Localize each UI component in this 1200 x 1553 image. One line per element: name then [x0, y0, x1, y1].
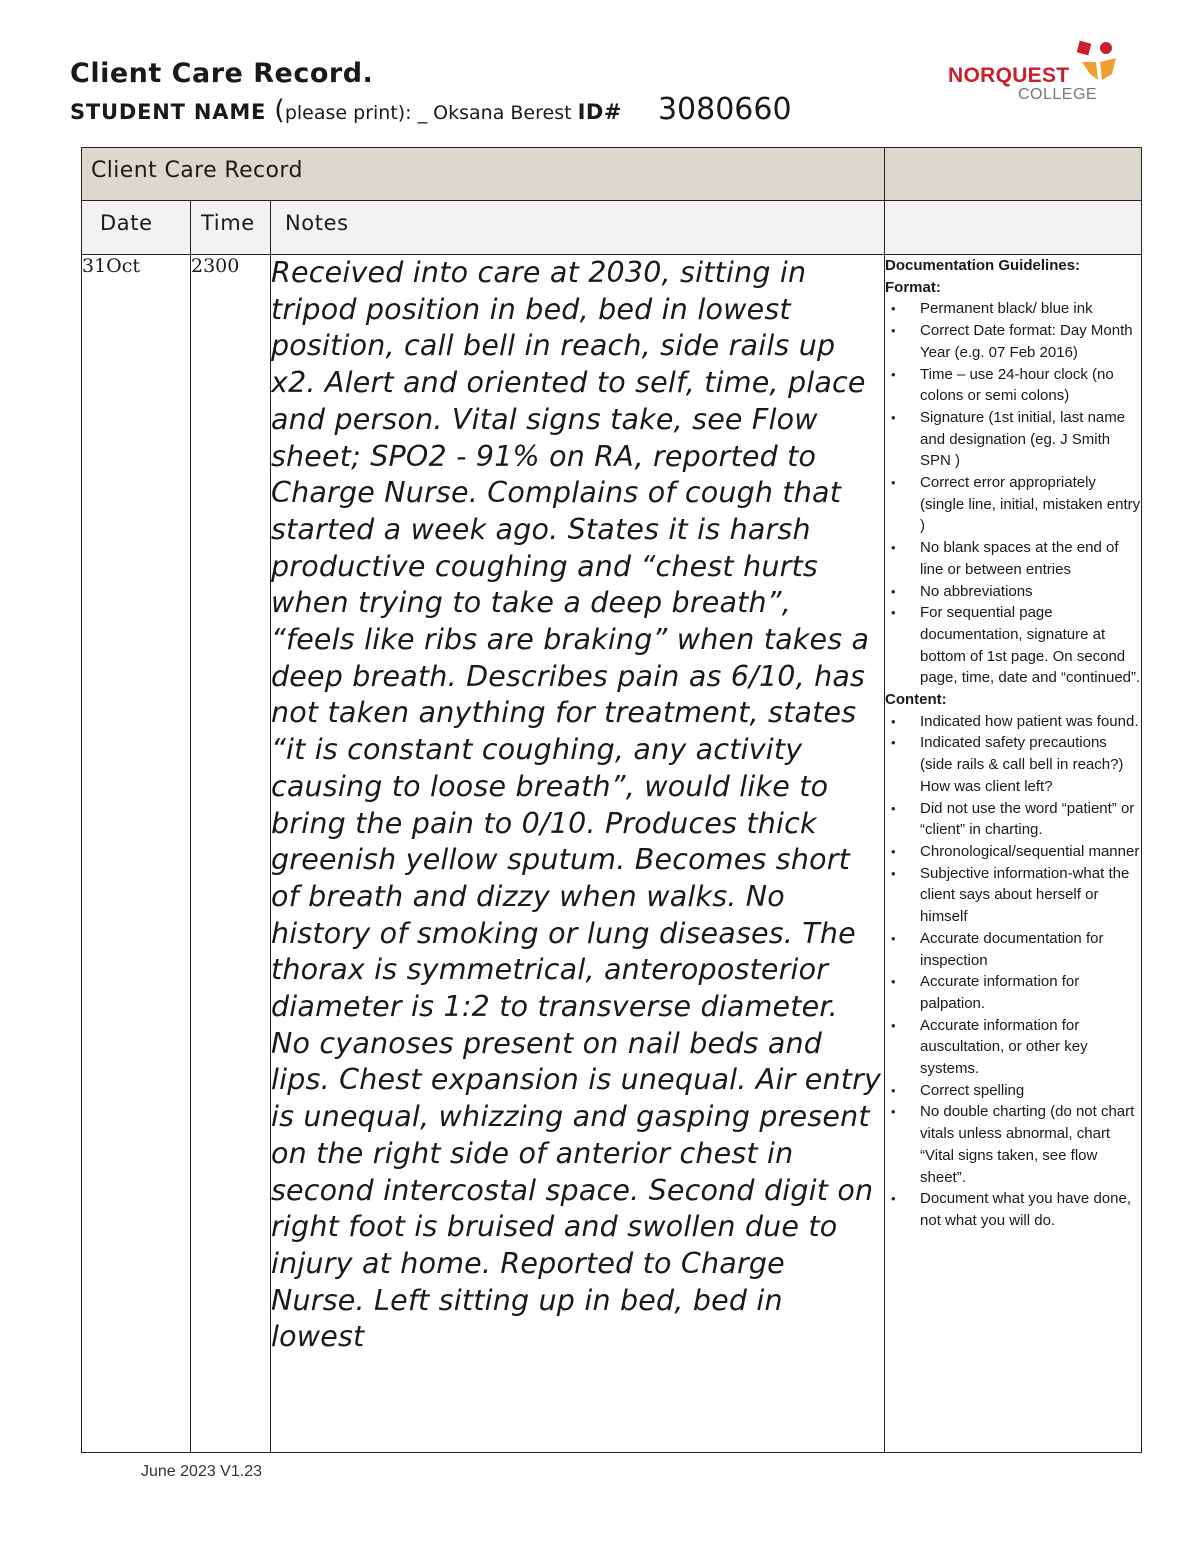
- list-item: • Chronological/sequential manner: [885, 841, 1141, 863]
- list-item: • Correct spelling: [885, 1080, 1141, 1102]
- table-title-row: [82, 148, 1142, 201]
- list-item: • Permanent black/ blue ink: [885, 298, 1141, 320]
- table-title: Client Care Record: [82, 148, 885, 201]
- list-item: • No blank spaces at the end of line or between entries: [885, 537, 1141, 580]
- list-item: • Did not use the word “patient” or “client” in charting.: [885, 798, 1141, 841]
- list-item: • Accurate information for palpation.: [885, 971, 1141, 1014]
- list-item: • Indicated how patient was found.: [885, 711, 1141, 733]
- entry-date: 31Oct: [82, 255, 191, 1453]
- page-title: Client Care Record.: [70, 58, 374, 89]
- column-header-date: Date: [82, 201, 191, 255]
- table-header-row: [82, 201, 1142, 255]
- client-care-record-table: [81, 147, 1142, 1453]
- list-item: • Correct Date format: Day Month Year (e.g. 07 Feb 2016): [885, 320, 1141, 363]
- footer-version: June 2023 V1.23: [141, 1463, 262, 1480]
- id-label: ID#: [577, 100, 622, 124]
- table-title-blank: [885, 148, 1142, 201]
- student-line: [70, 92, 792, 127]
- student-name-label: STUDENT NAME: [70, 100, 275, 124]
- list-item: • Correct error appropriately (single line, initial, mistaken entry ): [885, 472, 1141, 537]
- column-header-notes: Notes: [271, 201, 885, 255]
- guidelines-heading: Documentation Guidelines:: [885, 257, 1081, 274]
- entry-time: 2300: [191, 255, 271, 1453]
- list-item: • Time – use 24-hour clock (no colons or semi colons): [885, 364, 1141, 407]
- logo-mark-icon: [1076, 40, 1120, 84]
- list-item: • No abbreviations: [885, 581, 1141, 603]
- id-number: 3080660: [657, 92, 792, 127]
- content-heading: Content:: [885, 691, 947, 709]
- table-row: [82, 255, 1142, 1453]
- list-item: • Document what you have done, not what you will do.: [885, 1188, 1141, 1231]
- documentation-guidelines: [885, 255, 1142, 1453]
- list-item: • Subjective information-what the client says about herself or himself: [885, 863, 1141, 928]
- column-header-time: Time: [191, 201, 271, 255]
- entry-notes: Received into care at 2030, sitting in tripod position in bed, bed in lowest position, call bell in reach, side rails up x2. Alert and oriented to self, time, place and person. Vital signs take, see Flow sheet; SPO2 - 91% on RA, reported to Charge Nurse. Complains of cough that started a week ago. States it is harsh productive coughing and “chest hurts when trying to take a deep breath”, “feels like ribs are braking” when takes a deep breath. Describes pain as 6/10, has not taken anything for treatment, states “it is constant coughing, any activity causing to loose breath”, would like to bring the pain to 0/10. Produces thick greenish yellow sputum. Becomes short of breath and dizzy when walks. No history of smoking or lung diseases. The thorax is symmetrical, anteroposterior diameter is 1:2 to transverse diameter. No cyanoses present on nail beds and lips. Chest expansion is unequal. Air entry is unequal, whizzing and gasping present on the right side of anterior chest in second intercostal space. Second digit on right foot is bruised and swollen due to injury at home. Reported to Charge Nurse. Left sitting up in bed, bed in lowest: [271, 255, 885, 1453]
- list-item: • Signature (1st initial, last name and designation (eg. J Smith SPN ): [885, 407, 1141, 472]
- list-item: • Accurate documentation for inspection: [885, 928, 1141, 971]
- list-item: • No double charting (do not chart vitals unless abnormal, chart “Vital signs taken, see flow sheet”.: [885, 1101, 1141, 1188]
- please-print-label: please print): _: [284, 102, 434, 124]
- logo-name: NORQUEST: [948, 64, 1070, 87]
- format-heading: Format:: [885, 278, 941, 296]
- format-list: [885, 298, 1141, 689]
- student-name-value: Oksana Berest: [433, 102, 578, 124]
- list-item: • Accurate information for auscultation, or other key systems.: [885, 1015, 1141, 1080]
- logo-sub: COLLEGE: [1018, 86, 1098, 103]
- column-header-blank: [885, 201, 1142, 255]
- list-item: • For sequential page documentation, signature at bottom of 1st page. On second page, time, date and “continued”.: [885, 602, 1141, 689]
- content-list: [885, 711, 1141, 1232]
- norquest-logo: [948, 40, 1123, 105]
- list-item: • Indicated safety precautions (side rails & call bell in reach?) How was client left?: [885, 732, 1141, 797]
- paren-open: (: [274, 95, 285, 126]
